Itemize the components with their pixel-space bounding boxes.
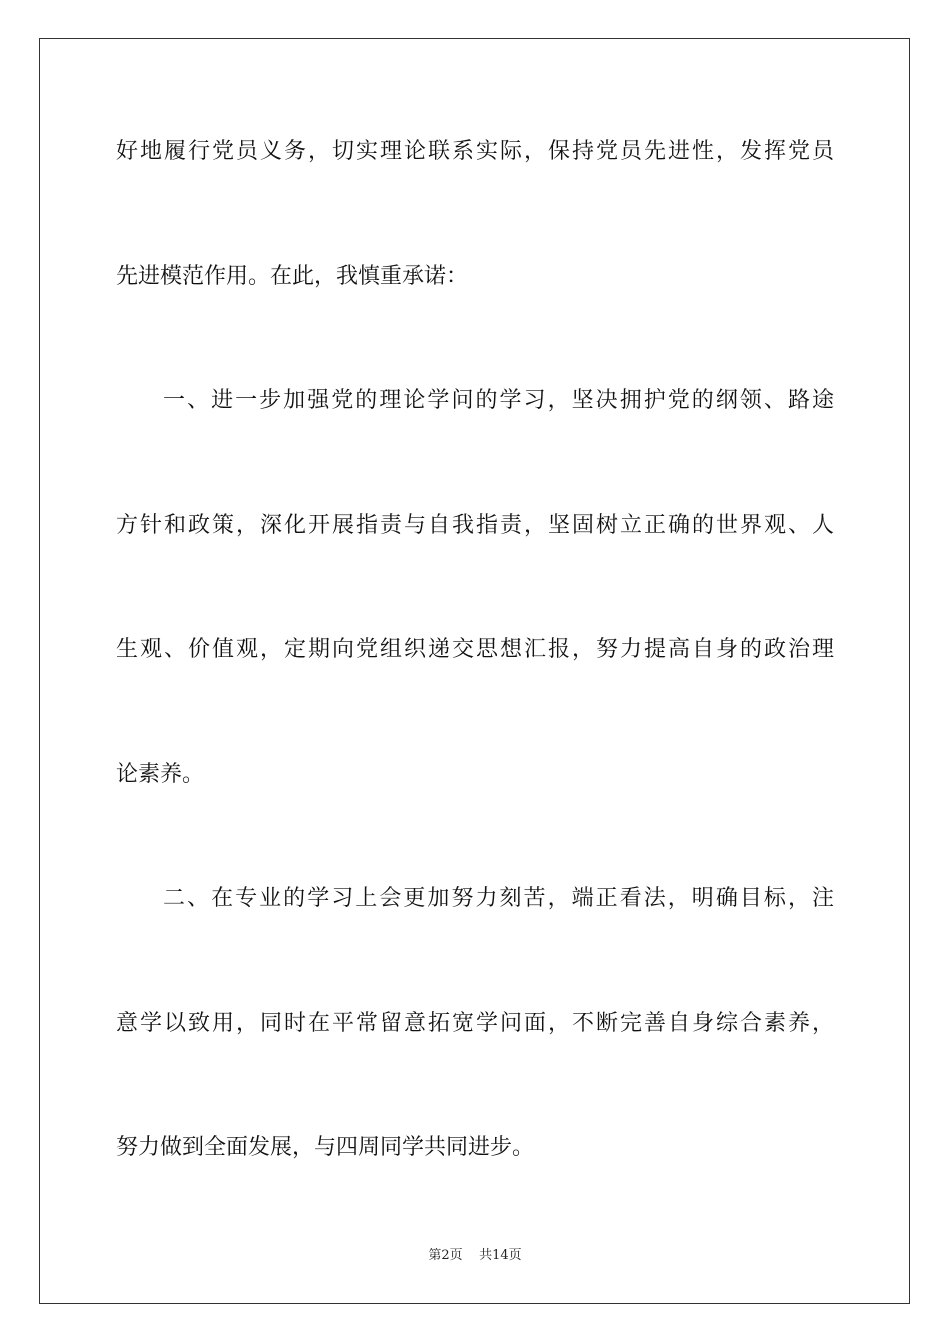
paragraph-line: 二、在专业的学习上会更加努力刻苦，端正看法，明确目标，注 xyxy=(163,886,834,911)
page-number: 第2页 xyxy=(428,1248,463,1263)
page-border xyxy=(39,38,910,1304)
paragraph-line: 论素养。 xyxy=(116,762,205,787)
page-footer xyxy=(0,1247,950,1265)
paragraph-line: 意学以致用，同时在平常留意拓宽学问面，不断完善自身综合素养， xyxy=(116,1011,834,1036)
total-pages: 共14页 xyxy=(479,1248,522,1263)
paragraph-line: 一、进一步加强党的理论学问的学习，坚决拥护党的纲领、路途 xyxy=(163,388,834,413)
paragraph-line: 努力做到全面发展，与四周同学共同进步。 xyxy=(116,1135,535,1160)
paragraph-line: 生观、价值观，定期向党组织递交思想汇报，努力提高自身的政治理 xyxy=(116,637,834,662)
paragraph-line: 先进模范作用。在此，我慎重承诺： xyxy=(116,264,469,289)
paragraph-line: 方针和政策，深化开展指责与自我指责，坚固树立正确的世界观、人 xyxy=(116,513,834,538)
paragraph-line: 好地履行党员义务，切实理论联系实际，保持党员先进性，发挥党员 xyxy=(116,139,834,164)
